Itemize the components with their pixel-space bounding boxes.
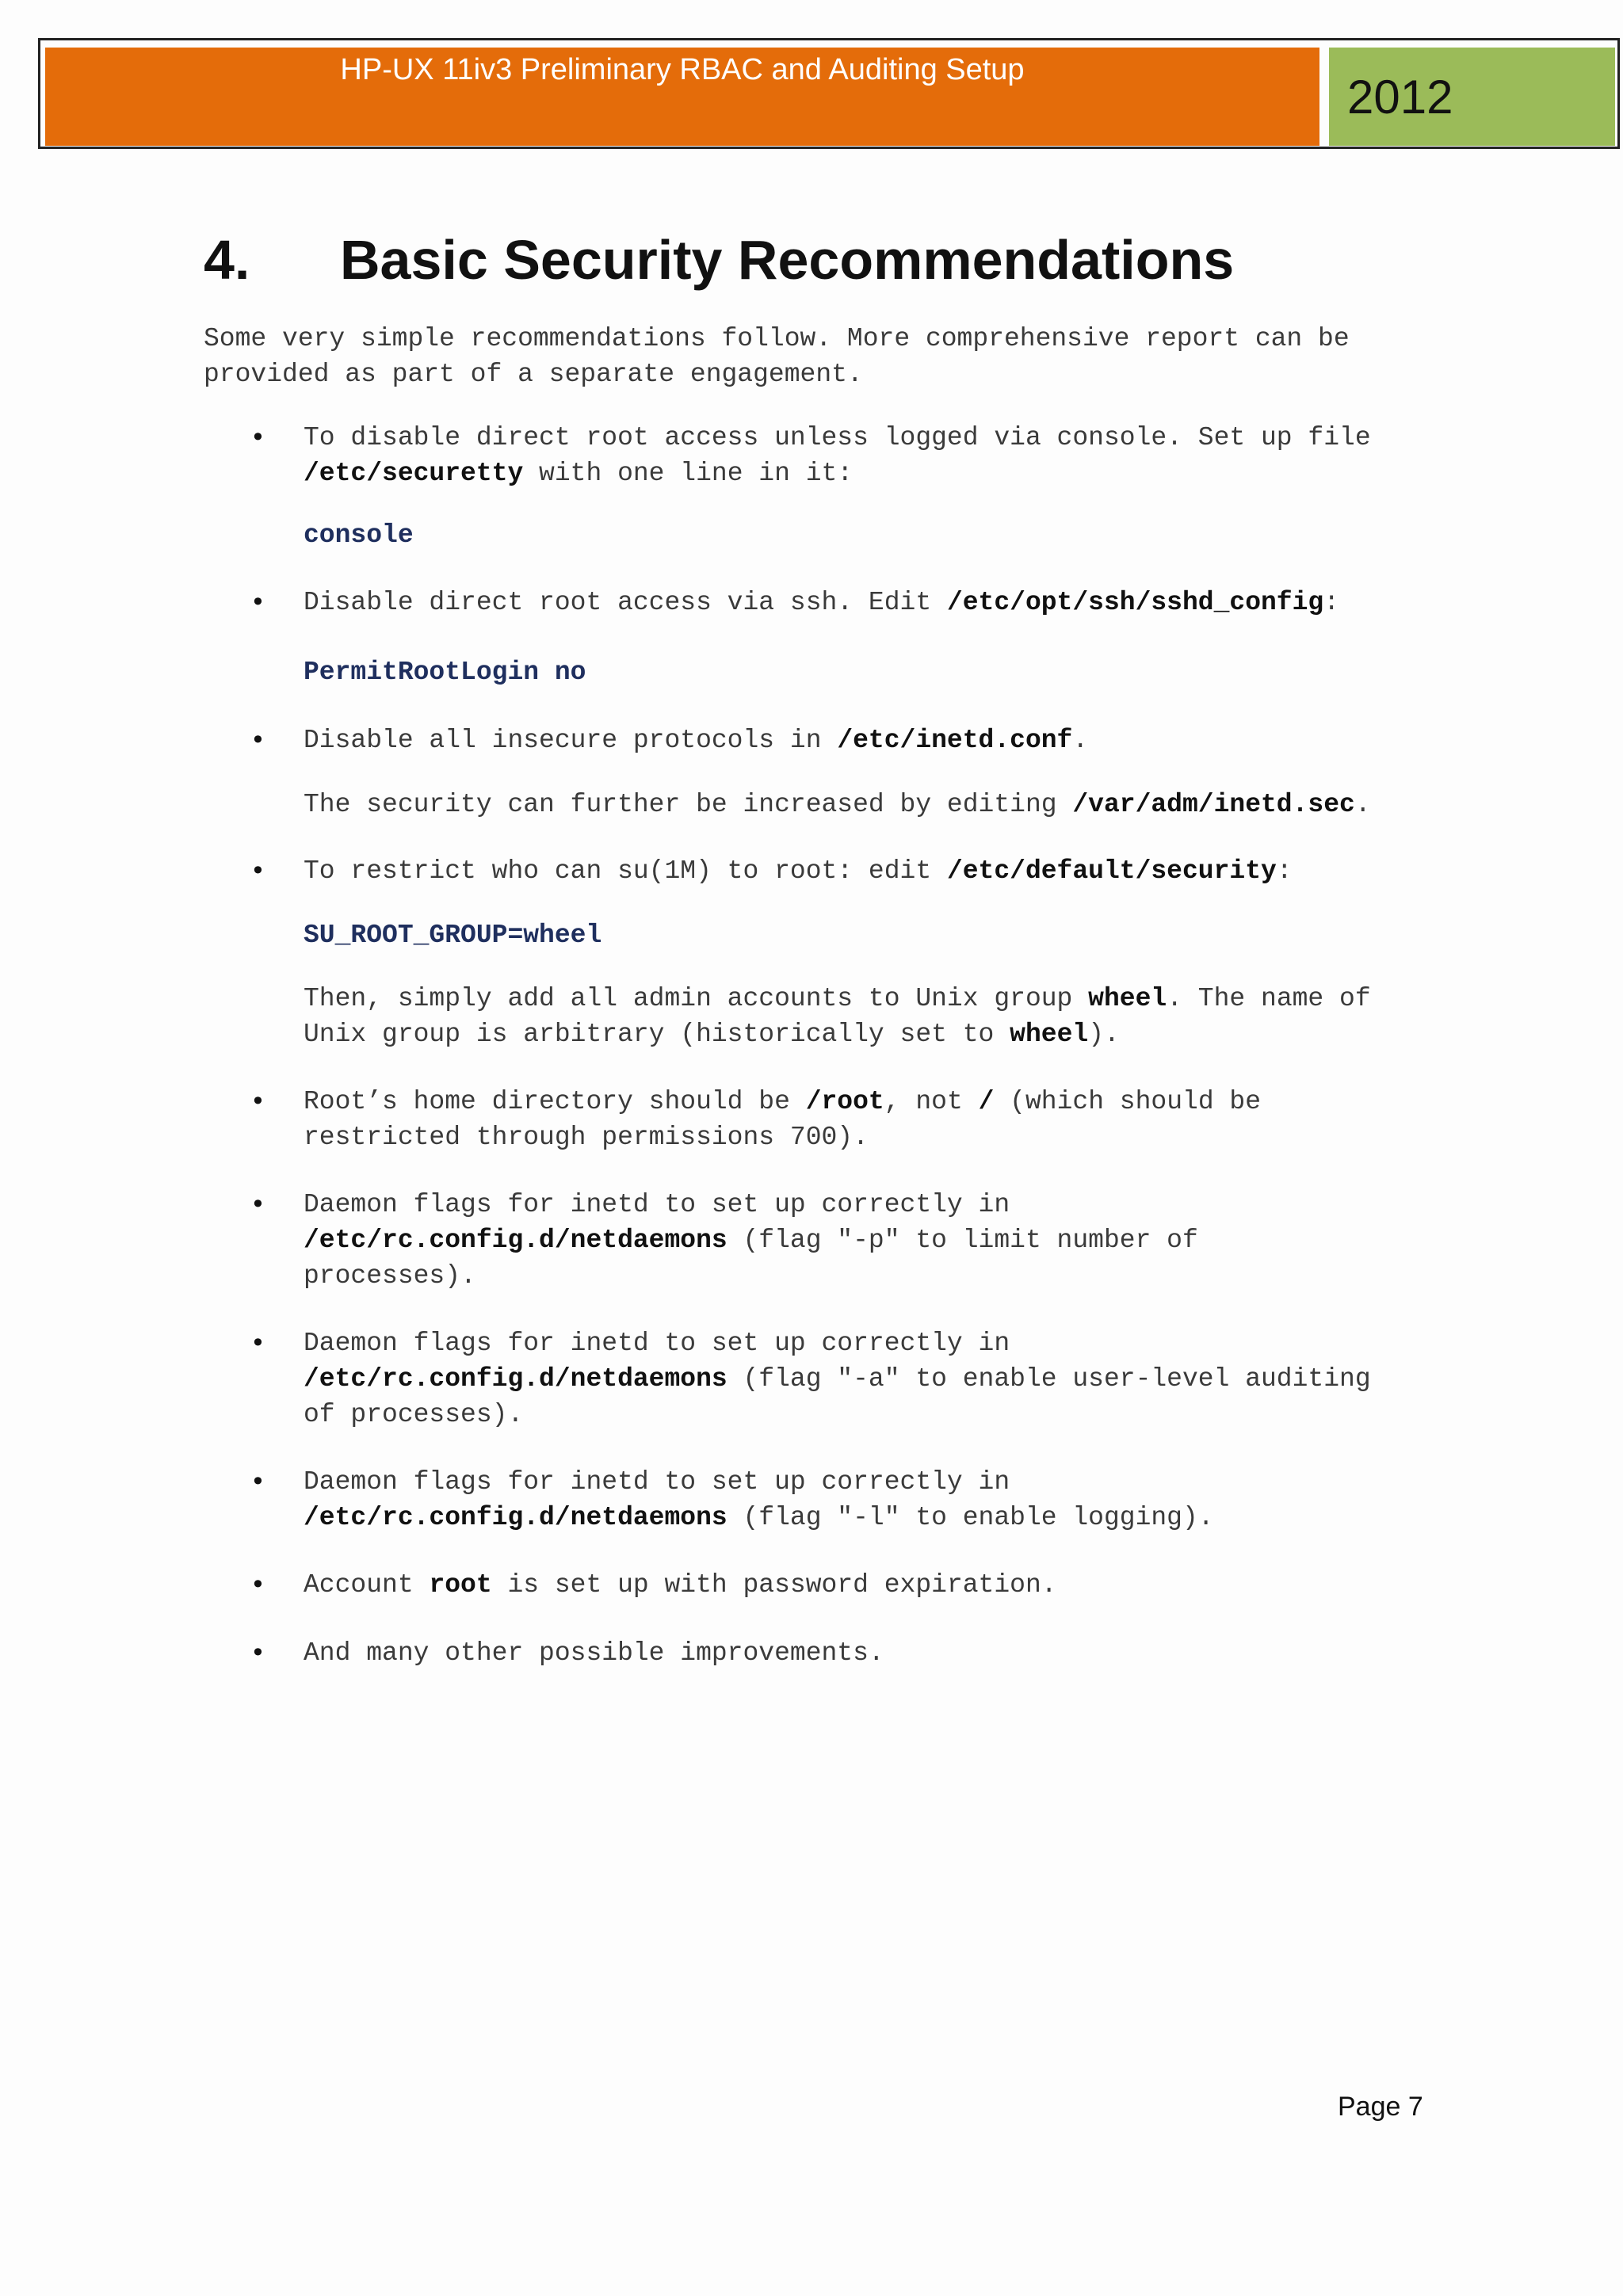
list-item: Daemon flags for inetd to set up correctly in /etc/rc.config.d/netdaemons (flag "-p" to limit number of processes). [304,1190,1198,1291]
list-item: Disable direct root access via ssh. Edit /etc/opt/ssh/sshd_config: [304,588,1340,617]
list-item: Root’s home directory should be /root, not / (which should be restricted through permissions 700). [304,1087,1262,1152]
list-item: Disable all insecure protocols in /etc/inetd.conf. [304,726,1089,755]
section-number: 4. [204,229,250,291]
bullet-glyph: • [250,1466,265,1497]
list-item-continuation: Then, simply add all admin accounts to Unix group wheel. The name of Unix group is arbitrary (historically set to wheel). [304,984,1371,1049]
list-item-continuation: The security can further be increased by editing /var/adm/inetd.sec. [304,790,1371,819]
bullet-glyph: • [250,1638,265,1668]
list-item: Account root is set up with password expiration. [304,1570,1057,1600]
bullet-glyph: • [250,856,265,886]
bullet-glyph: • [250,587,265,617]
list-item: To disable direct root access unless logged via console. Set up file /etc/securetty with one line in it: [304,423,1371,488]
list-item: Daemon flags for inetd to set up correctly in /etc/rc.config.d/netdaemons (flag "-l" to enable logging). [304,1467,1214,1532]
bullet-glyph: • [250,1569,265,1600]
document-year: 2012 [1347,71,1453,124]
bullet-glyph: • [250,1086,265,1116]
section-title: Basic Security Recommendations [340,229,1235,291]
list-item: And many other possible improvements. [304,1638,884,1668]
list-item: Daemon flags for inetd to set up correctly in /etc/rc.config.d/netdaemons (flag "-a" to enable user-level auditing of processes). [304,1329,1371,1429]
intro-paragraph: Some very simple recommendations follow. More comprehensive report can be provided as part of a separate engagement. [204,324,1350,389]
code-line: console [304,521,414,550]
code-line: PermitRootLogin no [304,658,586,687]
bullet-glyph: • [250,1189,265,1219]
bullet-glyph: • [250,725,265,755]
section-heading [204,226,1234,294]
document-title: HP-UX 11iv3 Preliminary RBAC and Auditing Setup [340,53,1025,86]
page-number: Page 7 [1338,2092,1423,2122]
list-item: To restrict who can su(1M) to root: edit /etc/default/security: [304,856,1293,886]
bullet-glyph: • [250,422,265,452]
bullet-glyph: • [250,1328,265,1358]
code-line: SU_ROOT_GROUP=wheel [304,921,602,950]
